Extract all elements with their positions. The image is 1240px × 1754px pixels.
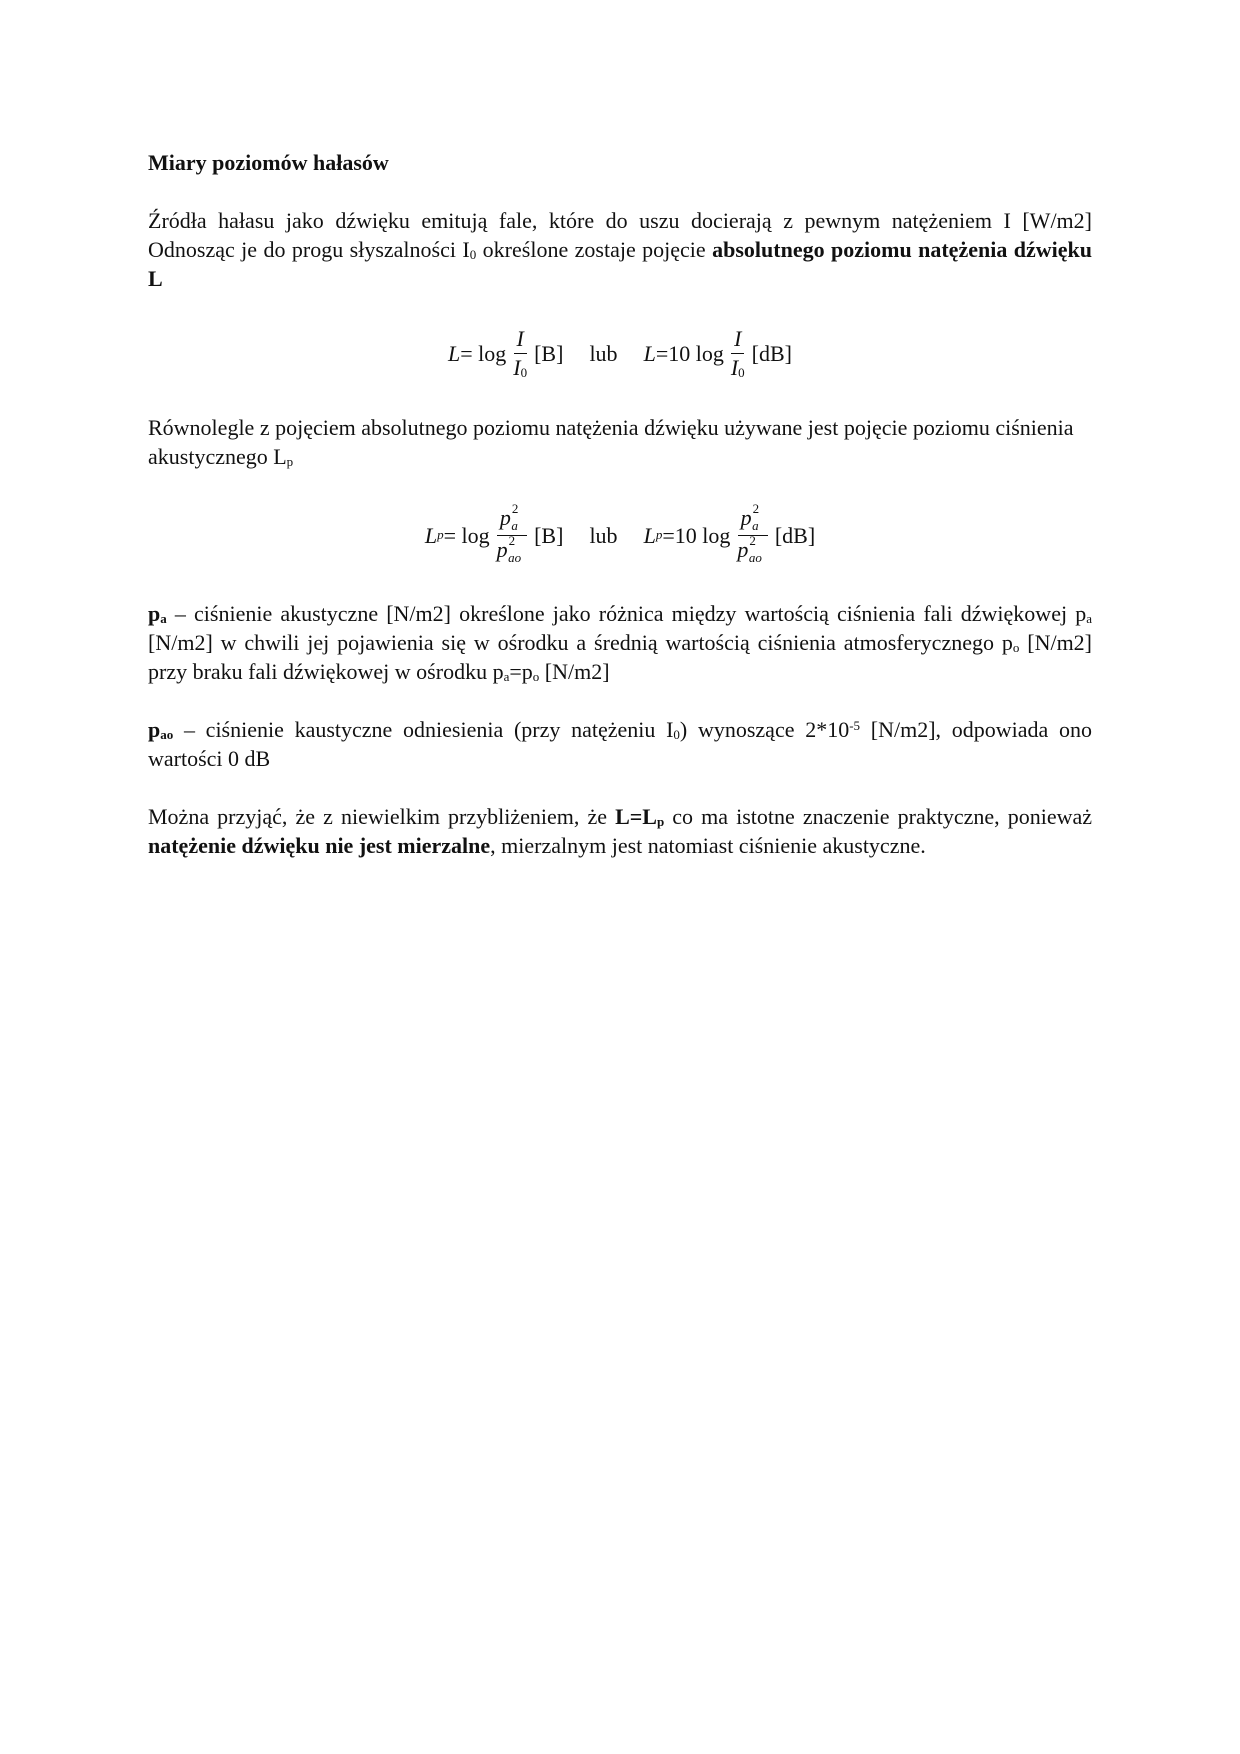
document-page — [148, 148, 1092, 889]
formula-pressure-level: L p = log $\frac{p^2_a}{p^2_{ao}}$ [B] lub L p =10 log $\frac{p^2_a}{p^2_{ao}}$ [dB] — [424, 500, 816, 565]
paragraph-conclusion: Można przyjąć, że z niewielkim przybliżeniem, że $L=L_p$ co ma istotne znaczenie praktyczne, ponieważ natężenie dźwięku nie jest mierzalne, mierzalnym jest natomiast ciśnienie akustyczne. — [148, 804, 1092, 858]
formula-intensity-level: L = log $\frac{I}{I_0}$ [B] lub L =10 log $\frac{I}{I_0}$ [dB] — [448, 325, 792, 380]
paragraph-pressure-level: Równolegle z pojęciem absolutnego poziomu natężenia dźwięku używane jest pojęcie poziomu ciśnienia akustycznego $L_p$ — [148, 415, 1074, 469]
fraction: $\frac{I}{I_0}$ — [730, 325, 745, 380]
fraction: $\frac{I}{I_0}$ — [513, 325, 528, 380]
fraction: $\frac{p^2_a}{p^2_{ao}}$ — [494, 504, 531, 567]
paragraph-pao-definition: $p_{ao}$ – ciśnienie kaustyczne odniesienia (przy natężeniu $I_0$) wynoszące $2*10^{-5}$ [N/m2], odpowiada ono wartości 0 dB — [148, 717, 1092, 771]
fraction: $\frac{p^2_a}{p^2_{ao}}$ — [734, 504, 771, 567]
paragraph-intensity: Źródła hałasu jako dźwięku emitują fale, które do uszu docierają z pewnym natężeniem I [W/m2] Odnosząc je do progu słyszalności $I_0$ określone zostaje pojęcie absolutnego poziomu natężenia dźwięku L — [148, 208, 1092, 291]
paragraph-pa-definition: $p_a$ – ciśnienie akustyczne [N/m2] określone jako różnica między wartością ciśnienia fali dźwiękowej $p_a$ [N/m2] w chwili jej pojawienia się w ośrodku a średnią wartością ciśnienia atmosferycznego $p_o$ [N/m2] przy braku fali dźwiękowej w ośrodku $p_a=p_o$ [N/m2] — [148, 601, 1093, 684]
document-title: Miary poziomów hałasów — [148, 150, 389, 175]
